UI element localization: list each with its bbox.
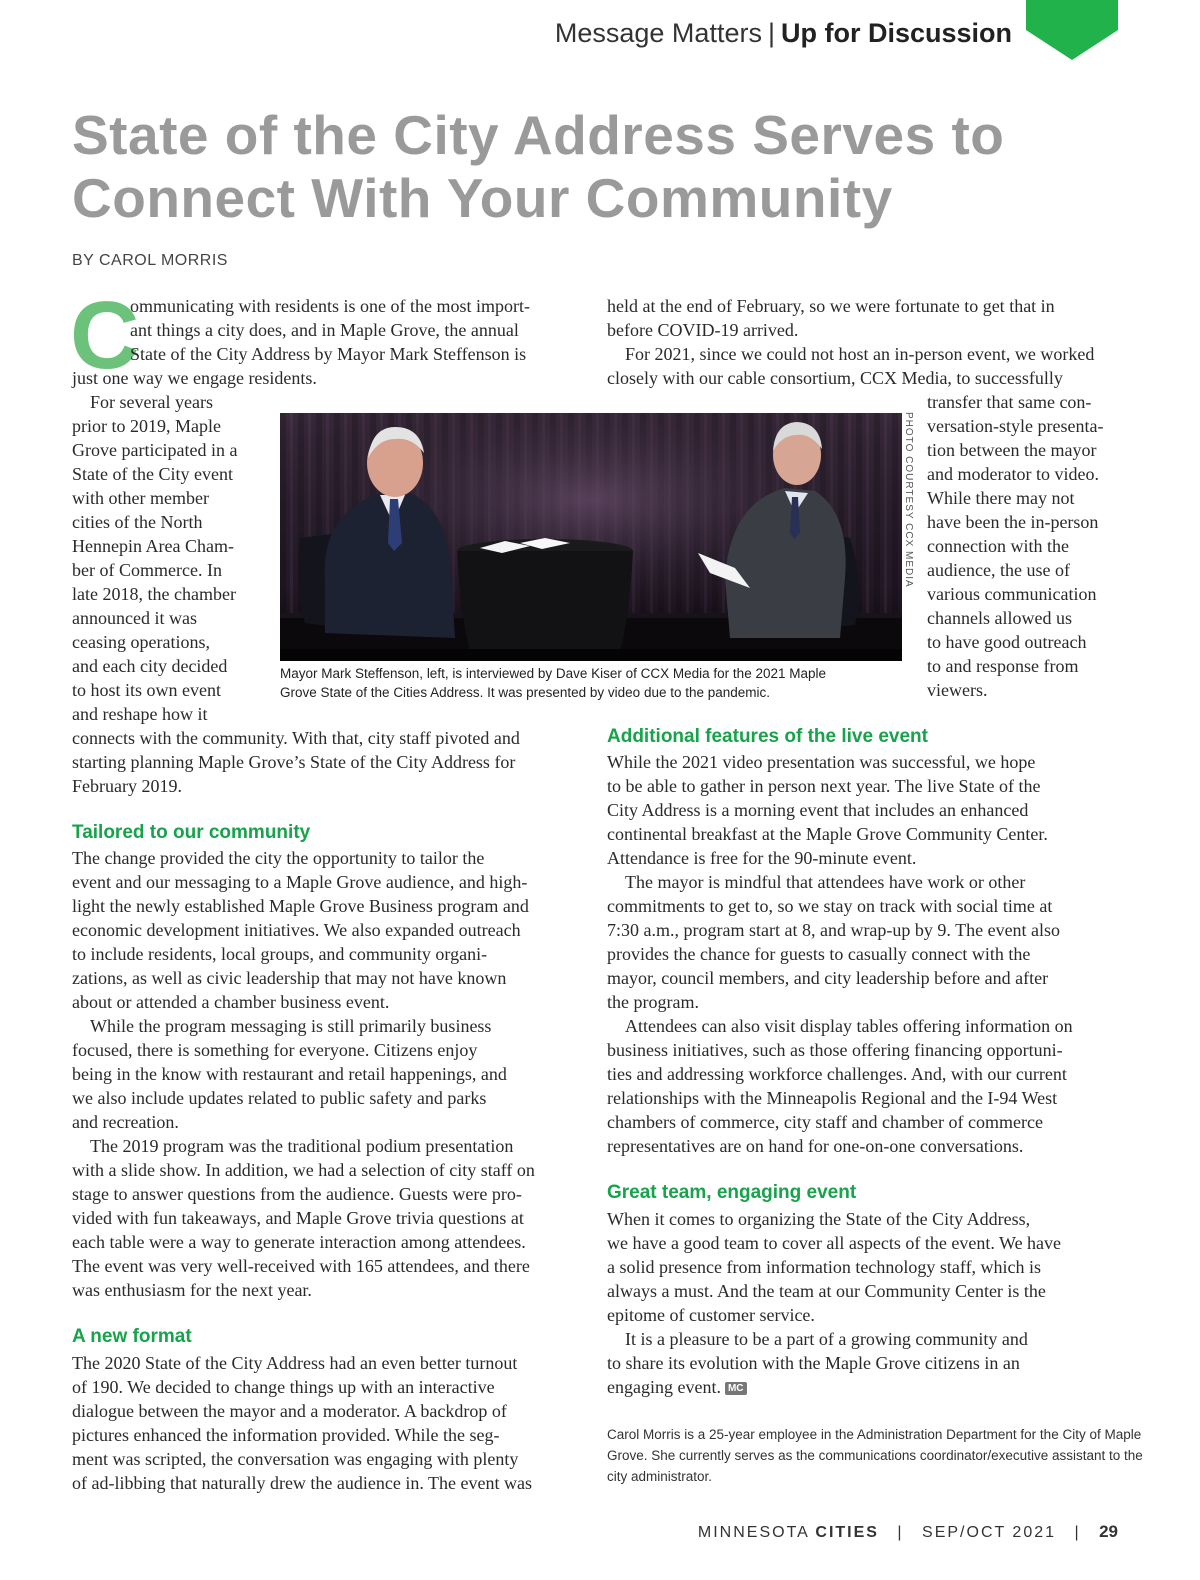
text-line: It is a pleasure to be a part of a growing community and	[625, 1329, 1028, 1349]
text-line: The mayor is mindful that attendees have work or other	[625, 872, 1026, 892]
text-line: before COVID-19 arrived.	[607, 320, 799, 340]
text-line: have been the in-person	[927, 512, 1099, 532]
heading-tailored: Tailored to our community	[72, 822, 311, 843]
tailored-paragraphs	[72, 846, 535, 1302]
text-line: continental breakfast at the Maple Grove Community Center.	[607, 824, 1048, 844]
text-line: to and response from	[927, 656, 1079, 676]
text-line: State of the City Address by Mayor Mark Steffenson is	[130, 344, 527, 364]
text-line: relationships with the Minneapolis Regional and the I-94 West	[607, 1088, 1058, 1108]
section-header	[555, 18, 1012, 49]
text-line: vided with fun takeaways, and Maple Grove trivia questions at	[72, 1208, 524, 1228]
text-line: stage to answer questions from the audience. Guests were pro-	[72, 1184, 522, 1204]
footer-divider: |	[1074, 1524, 1081, 1541]
text-line: with other member	[72, 488, 209, 508]
text-line: light the newly established Maple Grove Business program and	[72, 896, 529, 916]
text-line: to share its evolution with the Maple Grove citizens in an	[607, 1353, 1020, 1373]
heading-additional-features: Additional features of the live event	[607, 726, 928, 747]
text-line: channels allowed us	[927, 608, 1072, 628]
heading-great-team: Great team, engaging event	[607, 1182, 857, 1203]
text-line: While the 2021 video presentation was successful, we hope	[607, 752, 1036, 772]
text-line: zations, as well as civic leadership that may not have known	[72, 968, 507, 988]
magazine-name-prefix: MINNESOTA	[697, 1524, 809, 1541]
text-line: While there may not	[927, 488, 1075, 508]
text-line: and reshape how it	[72, 704, 208, 724]
right-column-top	[607, 294, 1094, 390]
text-line: late 2018, the chamber	[72, 584, 236, 604]
author-bio	[607, 1424, 1143, 1487]
additional-paragraphs	[607, 750, 1073, 1158]
article-title	[72, 104, 1132, 230]
drop-cap: C	[70, 282, 140, 389]
text-line: held at the end of February, so we were fortunate to get that in	[607, 296, 1055, 316]
text-line: to be able to gather in person next year. The live State of the	[607, 776, 1041, 796]
text-line: The 2019 program was the traditional podium presentation	[90, 1136, 514, 1156]
text-line: the program.	[607, 992, 699, 1012]
text-line	[607, 1375, 1061, 1399]
text-line: each table were a way to generate interaction among attendees.	[72, 1232, 526, 1252]
right-narrow-column	[927, 390, 1103, 702]
text-line: transfer that same con-	[927, 392, 1092, 412]
text-line: viewers.	[927, 680, 988, 700]
issue-date: SEP/OCT 2021	[922, 1524, 1057, 1541]
title-line-2: Connect With Your Community	[72, 167, 893, 229]
text-line: representatives are on hand for one-on-one conversations.	[607, 1136, 1024, 1156]
text-line: and recreation.	[72, 1112, 179, 1132]
text-line: closely with our cable consortium, CCX Media, to successfully	[607, 368, 1063, 388]
section-topic: Up for Discussion	[780, 18, 1012, 48]
text-line: prior to 2019, Maple	[72, 416, 221, 436]
text-line: When it comes to organizing the State of the City Address,	[607, 1209, 1031, 1229]
text-line: For 2021, since we could not host an in-person event, we worked	[625, 344, 1095, 364]
magazine-name-bold: CITIES	[815, 1524, 879, 1541]
text-line: provides the chance for guests to casually connect with the	[607, 944, 1031, 964]
text-line: ties and addressing workforce challenges. And, with our current	[607, 1064, 1067, 1084]
intro-paragraph	[130, 294, 530, 366]
text-line: commitments to get to, so we stay on track with social time at	[607, 896, 1053, 916]
page-footer	[698, 1522, 1118, 1542]
text-line: various communication	[927, 584, 1097, 604]
photo-credit	[903, 412, 917, 662]
section-label: Message Matters	[554, 18, 762, 48]
text-line: Hennepin Area Cham-	[72, 536, 234, 556]
text-line: starting planning Maple Grove’s State of the City Address for	[72, 752, 516, 772]
end-mark-icon: MC	[725, 1382, 747, 1395]
text-line: of 190. We decided to change things up with an interactive	[72, 1377, 495, 1397]
text-line: While the program messaging is still primarily business	[90, 1016, 492, 1036]
footer-divider: |	[897, 1524, 904, 1541]
intro-paragraph-end	[72, 366, 317, 390]
text-line: dialogue between the mayor and a moderator. A backdrop of	[72, 1401, 507, 1421]
title-line-1: State of the City Address Serves to	[72, 104, 1005, 166]
text-line: epitome of customer service.	[607, 1305, 815, 1325]
text-line: we have a good team to cover all aspects of the event. We have	[607, 1233, 1062, 1253]
text-line: with a slide show. In addition, we had a selection of city staff on	[72, 1160, 535, 1180]
interview-photo	[280, 413, 902, 661]
text-line: business initiatives, such as those offering financing opportuni-	[607, 1040, 1063, 1060]
text-line: was enthusiasm for the next year.	[72, 1280, 312, 1300]
text-line: of ad-libbing that naturally drew the audience in. The event was	[72, 1473, 533, 1493]
text-line: and moderator to video.	[927, 464, 1099, 484]
text-line: connects with the community. With that, city staff pivoted and	[72, 728, 520, 748]
text-line: to have good outreach	[927, 632, 1087, 652]
text-line: chambers of commerce, city staff and chamber of commerce	[607, 1112, 1043, 1132]
text-line: pictures enhanced the information provided. While the seg-	[72, 1425, 500, 1445]
text-line: Grove participated in a	[72, 440, 238, 460]
text-line: The 2020 State of the City Address had an even better turnout	[72, 1353, 518, 1373]
text-line: ment was scripted, the conversation was engaging with plenty	[72, 1449, 519, 1469]
text-line: about or attended a chamber business event.	[72, 992, 390, 1012]
text-line: Attendees can also visit display tables offering information on	[625, 1016, 1073, 1036]
text-line: a solid presence from information technology staff, which is	[607, 1257, 1042, 1277]
text-line: ant things a city does, and in Maple Grove, the annual	[130, 320, 519, 340]
text-line: always a must. And the team at our Community Center is the	[607, 1281, 1046, 1301]
text-line: tion between the mayor	[927, 440, 1097, 460]
text-line: versation-style presenta-	[927, 416, 1104, 436]
text-line: event and our messaging to a Maple Grove audience, and high-	[72, 872, 528, 892]
bio-line: city administrator.	[607, 1469, 713, 1484]
photo-caption	[280, 664, 910, 702]
text-line: The event was very well-received with 165 attendees, and there	[72, 1256, 530, 1276]
text-line: and each city decided	[72, 656, 228, 676]
text-line: February 2019.	[72, 776, 182, 796]
bio-line: Carol Morris is a 25-year employee in the Administration Department for the City of Maple	[607, 1427, 1142, 1442]
text-line: we also include updates related to public safety and parks	[72, 1088, 487, 1108]
bio-line: Grove. She currently serves as the communications coordinator/executive assistant to the	[607, 1448, 1143, 1463]
section-tab-marker	[1026, 0, 1118, 60]
text-line: economic development initiatives. We also expanded outreach	[72, 920, 521, 940]
text-line: to host its own event	[72, 680, 221, 700]
text-line: to include residents, local groups, and community organi-	[72, 944, 488, 964]
header-separator: |	[767, 18, 775, 48]
text-line: ber of Commerce. In	[72, 560, 222, 580]
text-line: The change provided the city the opportunity to tailor the	[72, 848, 485, 868]
text-line: cities of the North	[72, 512, 203, 532]
caption-line: Mayor Mark Steffenson, left, is interviewed by Dave Kiser of CCX Media for the 2021 Maple	[280, 666, 826, 681]
text-line: connection with the	[927, 536, 1069, 556]
new-format-paragraph	[72, 1351, 532, 1495]
text-line: audience, the use of	[927, 560, 1070, 580]
byline: BY CAROL MORRIS	[72, 252, 228, 269]
text-line-content: engaging event.	[607, 1377, 721, 1397]
text-line: For several years	[90, 392, 213, 412]
text-line: City Address is a morning event that includes an enhanced	[607, 800, 1029, 820]
text-line: just one way we engage residents.	[72, 368, 317, 388]
photo-credit-text: PHOTO COURTESY CCX MEDIA	[903, 412, 914, 588]
text-line: State of the City event	[72, 464, 233, 484]
text-line: mayor, council members, and city leadership before and after	[607, 968, 1049, 988]
great-team-paragraphs	[607, 1207, 1061, 1399]
text-line: ceasing operations,	[72, 632, 210, 652]
text-line: ommunicating with residents is one of the most import-	[130, 296, 530, 316]
text-line: 7:30 a.m., program start at 8, and wrap-up by 9. The event also	[607, 920, 1061, 940]
page-number: 29	[1099, 1522, 1118, 1541]
text-line: announced it was	[72, 608, 197, 628]
text-line: being in the know with restaurant and retail happenings, and	[72, 1064, 507, 1084]
text-line: focused, there is something for everyone. Citizens enjoy	[72, 1040, 478, 1060]
caption-line: Grove State of the Cities Address. It was presented by video due to the pandemic.	[280, 685, 771, 700]
heading-new-format: A new format	[72, 1326, 192, 1347]
text-line: Attendance is free for the 90-minute event.	[607, 848, 917, 868]
